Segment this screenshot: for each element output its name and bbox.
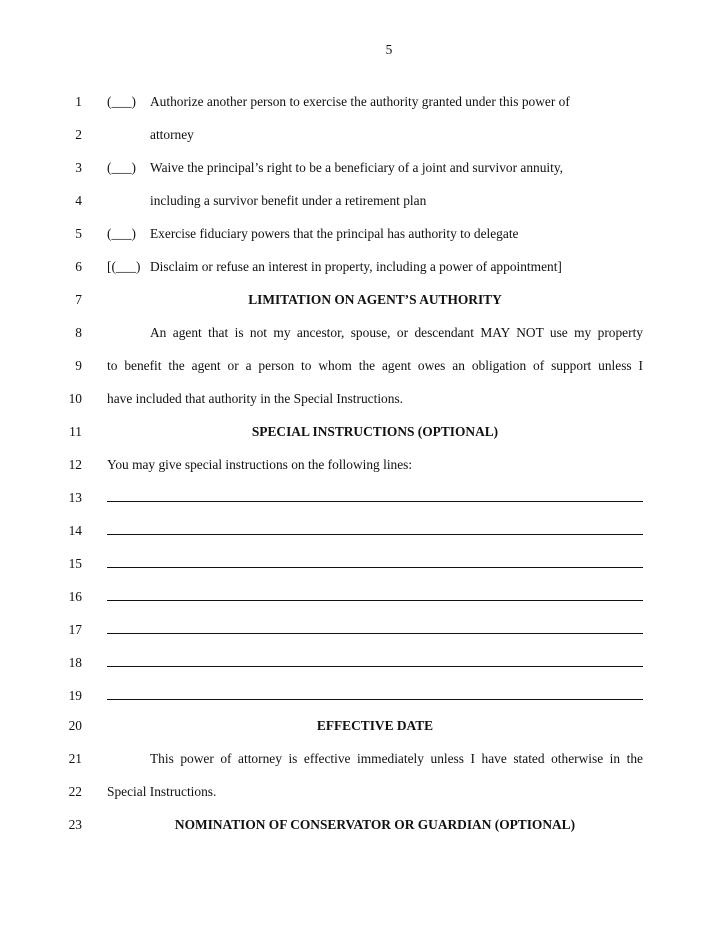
instruction-blank-line[interactable] — [107, 534, 643, 535]
document-line — [0, 455, 728, 475]
document-line — [0, 257, 728, 277]
document-line — [0, 323, 728, 343]
document-line — [0, 488, 728, 508]
document-line — [0, 191, 728, 211]
authority-option-text: Disclaim or refuse an interest in property, including a power of appointment] — [150, 259, 562, 274]
line-number: 15 — [68, 556, 82, 571]
document-line — [0, 716, 728, 736]
line-number: 4 — [75, 193, 82, 208]
authority-option-text: attorney — [150, 127, 194, 142]
section-heading: NOMINATION OF CONSERVATOR OR GUARDIAN (OPTIONAL) — [174, 817, 576, 832]
line-number: 12 — [68, 457, 82, 472]
line-number: 20 — [68, 718, 82, 733]
line-number: 9 — [75, 358, 82, 373]
authority-option-text: Authorize another person to exercise the authority granted under this power of — [150, 94, 570, 109]
authority-option-text: Exercise fiduciary powers that the principal has authority to delegate — [150, 226, 519, 241]
document-line — [0, 224, 728, 244]
line-number: 19 — [68, 688, 82, 703]
page-number: 5 — [385, 42, 393, 57]
authority-option-text: including a survivor benefit under a retirement plan — [150, 193, 427, 208]
line-number: 10 — [68, 391, 82, 406]
section-heading — [107, 716, 643, 736]
line-number: 5 — [75, 226, 82, 241]
instruction-blank-line[interactable] — [107, 600, 643, 601]
line-number: 23 — [68, 817, 82, 832]
line-number: 2 — [75, 127, 82, 142]
document-line — [0, 389, 728, 409]
initials-blank: (___) — [107, 160, 137, 175]
document-line — [0, 653, 728, 673]
document-line — [0, 782, 728, 802]
line-number: 16 — [68, 589, 82, 604]
initials-blank: (___) — [107, 226, 137, 241]
paragraph-text: You may give special instructions on the following lines: — [107, 457, 413, 472]
instruction-blank-line[interactable] — [107, 699, 643, 700]
document-line — [0, 158, 728, 178]
section-heading: SPECIAL INSTRUCTIONS (OPTIONAL) — [251, 424, 499, 439]
document-line — [0, 749, 728, 769]
instruction-blank-line[interactable] — [107, 633, 643, 634]
document-line — [0, 587, 728, 607]
initials-blank: [(___) — [107, 259, 141, 274]
line-number: 1 — [75, 94, 82, 109]
document-line — [0, 92, 728, 112]
line-number: 14 — [68, 523, 82, 538]
document-line — [0, 554, 728, 574]
initials-blank: (___) — [107, 94, 137, 109]
document-line — [0, 521, 728, 541]
line-number: 18 — [68, 655, 82, 670]
paragraph-text: to benefit the agent or a person to whom the agent owes an obligation of support unless I — [107, 358, 643, 373]
line-number: 21 — [68, 751, 82, 766]
line-number: 22 — [68, 784, 82, 799]
document-line — [0, 356, 728, 376]
line-number: 6 — [75, 259, 82, 274]
paragraph-text: An agent that is not my ancestor, spouse, or descendant MAY NOT use my property — [150, 325, 643, 340]
line-number: 17 — [68, 622, 82, 637]
instruction-blank-line[interactable] — [107, 666, 643, 667]
document-line — [0, 290, 728, 310]
line-number: 11 — [69, 424, 82, 439]
line-number: 3 — [75, 160, 82, 175]
paragraph-text: Special Instructions. — [107, 784, 217, 799]
document-line — [0, 125, 728, 145]
section-heading-text: EFFECTIVE DATE — [316, 718, 434, 733]
authority-option-text: Waive the principal’s right to be a beneficiary of a joint and survivor annuity, — [150, 160, 564, 175]
line-number: 13 — [68, 490, 82, 505]
document-line — [0, 815, 728, 835]
paragraph-text: This power of attorney is effective immediately unless I have stated otherwise in the — [150, 751, 643, 766]
paragraph-text: have included that authority in the Special Instructions. — [107, 391, 404, 406]
document-line — [0, 686, 728, 706]
document-line — [0, 620, 728, 640]
line-number: 8 — [75, 325, 82, 340]
section-heading: LIMITATION ON AGENT’S AUTHORITY — [248, 292, 502, 307]
line-number: 7 — [75, 292, 82, 307]
document-line — [0, 422, 728, 442]
instruction-blank-line[interactable] — [107, 501, 643, 502]
instruction-blank-line[interactable] — [107, 567, 643, 568]
